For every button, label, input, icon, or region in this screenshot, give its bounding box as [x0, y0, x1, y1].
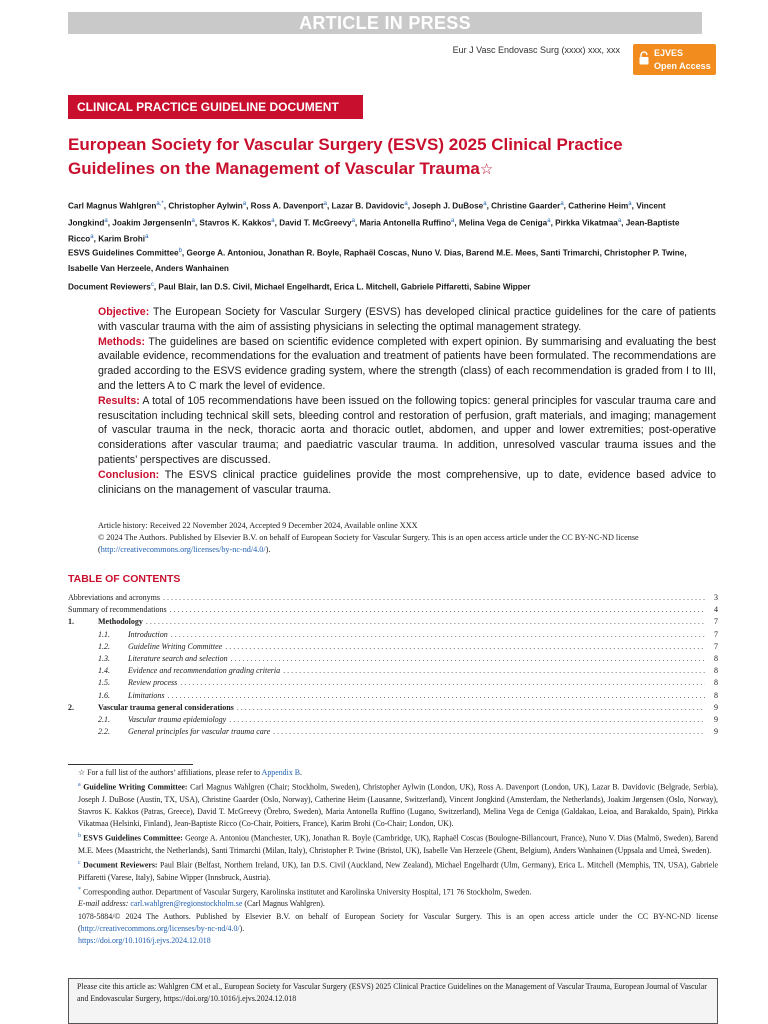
toc-page-number: 7: [714, 617, 718, 627]
title-text: European Society for Vascular Surgery (ESVS) 2025 Clinical Practice Guidelines on the Management of Vascular Trauma: [68, 135, 623, 178]
toc-page-number: 8: [714, 678, 718, 688]
toc-label: Vascular trauma epidemiology: [128, 714, 227, 724]
abstract-text: The European Society for Vascular Surgery (ESVS) has developed clinical practice guidelines for the care of patients with vascular trauma with the aim of assisting physicians in selecting the optimal management strategy.: [98, 306, 716, 333]
committee-sup[interactable]: b: [178, 248, 182, 254]
toc-leader-dots: [237, 702, 705, 714]
article-history: [98, 520, 716, 556]
toc-page-number: 9: [714, 727, 718, 737]
corr-sup: *: [78, 886, 81, 893]
footnote-text: Paul Blair (Belfast, Northern Ireland, UK), Ian D.S. Civil (Auckland, New Zealand), Michael Engelhardt (Ulm, Germany), Erica L. Mitchell (Memphis, TN, USA), Gabriele Piffaretti (Varese, Italy), Sabine Wipper (Innsbruck, Austria).: [78, 860, 718, 882]
footnote-label: Guideline Writing Committee:: [83, 782, 188, 792]
history-license: [98, 532, 716, 556]
toc-label: Introduction: [128, 629, 168, 639]
author-affiliation-sup[interactable]: a: [90, 234, 94, 241]
toc-label: Review process: [128, 678, 178, 688]
footnote-a-sup: a: [78, 782, 81, 789]
committee-label: ESVS Guidelines Committee: [68, 248, 179, 258]
footnote-star: [68, 767, 718, 779]
open-lock-icon: [639, 51, 649, 65]
toc-number: 1.3.: [98, 653, 110, 663]
toc-number: 1.4.: [98, 666, 110, 676]
article-title: [68, 133, 698, 182]
doi-link[interactable]: https://doi.org/10.1016/j.ejvs.2024.12.018: [78, 935, 211, 945]
footnote-b: [68, 830, 718, 857]
author-name: Vincent Jongkind: [68, 201, 666, 228]
author-name: Joakim Jørgensenln: [112, 218, 192, 228]
toc-number: 1.: [68, 617, 74, 627]
reviewers-sup[interactable]: c: [150, 282, 154, 288]
toc-leader-dots: [225, 641, 705, 653]
author-affiliation-sup[interactable]: a,*: [156, 201, 164, 207]
email-link[interactable]: carl.wahlgren@regionstockholm.se: [130, 899, 243, 909]
footnote-end: .: [300, 768, 302, 777]
toc-row[interactable]: [68, 641, 718, 653]
abstract-label: Methods:: [98, 335, 146, 348]
footnote-issn: [68, 911, 718, 935]
toc-page-number: 8: [714, 666, 718, 676]
author-affiliation-sup[interactable]: a: [404, 201, 408, 207]
toc-leader-dots: [170, 604, 705, 616]
toc-page-number: 9: [714, 714, 718, 724]
author-name: Catherine Heim: [568, 201, 629, 211]
license-link[interactable]: http://creativecommons.org/licenses/by-nc-nd/4.0/: [100, 545, 266, 554]
abstract-methods: [98, 335, 716, 394]
toc-label: Guideline Writing Committee: [128, 641, 223, 651]
author-affiliation-sup[interactable]: a: [351, 217, 355, 224]
document-type-label: CLINICAL PRACTICE GUIDELINE DOCUMENT: [68, 95, 363, 119]
abstract-conclusion: [98, 468, 716, 498]
author-affiliation-sup[interactable]: a: [145, 234, 149, 241]
author-name: Lazar B. Davidovic: [331, 201, 405, 211]
footnotes: [68, 767, 718, 947]
toc-row[interactable]: [68, 726, 718, 738]
author-affiliation-sup[interactable]: a: [483, 201, 487, 207]
toc-leader-dots: [273, 726, 705, 738]
title-footnote-star[interactable]: ☆: [479, 161, 494, 178]
document-reviewers: Document Reviewers$^c$, Paul Blair, Ian D.S. Civil, Michael Engelhardt, Erica L. Mitchell, Gabriele Piffaretti, Sabine Wipper: [68, 282, 531, 292]
footnote-c-sup: c: [78, 859, 81, 866]
author-list: Carl Magnus Wahlgren$^{a,*}$, Christopher Aylwin$^a$, Ross A. Davenport$^a$, Lazar B. Davidovic$^a$, Joseph J. DuBose$^a$, Christine Gaarder$^a$, Catherine Heim$^a$, Vincent Jongkind$^a$, Joakim Jørgensenln$^a$, Stavros K. Kakkos$^a$, David T. McGreevy$^a$, Maria Antonella Ruffino$^a$, Melina Vega de Ceniga$^a$, Pirkka Vikatmaa$^a$, Jean-Baptiste Ricco$^a$, Karim Brohi$^a$: [68, 201, 680, 245]
history-dates: Article history: Received 22 November 2024, Accepted 9 December 2024, Available online XXX: [98, 521, 418, 530]
toc-page-number: 8: [714, 653, 718, 663]
author-affiliation-sup[interactable]: a: [104, 217, 108, 224]
toc-leader-dots: [229, 714, 705, 726]
abstract-text: The ESVS clinical practice guidelines provide the most comprehensive, up to date, evidence based advice to clinicians on the management of vascular trauma.: [98, 468, 716, 496]
author-affiliation-sup[interactable]: a: [547, 217, 551, 224]
table-of-contents: [68, 592, 718, 738]
toc-row[interactable]: [68, 714, 718, 726]
toc-row[interactable]: [68, 604, 718, 616]
author-name: Karim Brohi: [98, 235, 146, 245]
author-affiliation-sup[interactable]: a: [617, 217, 622, 224]
author-name: Christopher Aylwin: [168, 201, 243, 211]
author-affiliation-sup[interactable]: a: [560, 201, 564, 207]
toc-page-number: 4: [714, 605, 718, 615]
open-access-badge[interactable]: [633, 44, 716, 75]
star-symbol: ☆: [78, 768, 86, 777]
footnote-label: Document Reviewers:: [83, 860, 158, 870]
footnote-b-sup: b: [78, 833, 81, 840]
license-end: ).: [265, 545, 271, 554]
abstract-results: [98, 394, 716, 468]
toc-leader-dots: [146, 616, 705, 628]
author-affiliation-sup[interactable]: a: [191, 217, 195, 224]
toc-number: 2.2.: [98, 727, 110, 737]
toc-leader-dots: [163, 592, 705, 604]
author-name: Joseph J. DuBose: [412, 201, 484, 211]
toc-label: Methodology: [98, 617, 143, 627]
toc-page-number: 9: [714, 702, 718, 712]
author-name: Pirkka Vikatmaa: [555, 218, 618, 228]
toc-row[interactable]: [68, 629, 718, 641]
abstract-text: The guidelines are based on scientific evidence completed with expert opinion. By summarising and evaluating the best available evidence, recommendations for the evaluation and treatment of patients have been formulated. The recommendations are graded according to the ESVS evidence grading system, where the strength (class) of each recommendation is graded from I to III, and the letters A to C mark the level of evidence.: [98, 335, 716, 392]
toc-label: Abbreviations and acronyms: [68, 593, 160, 602]
badge-journal: EJVES: [654, 48, 684, 58]
toc-heading: TABLE OF CONTENTS: [68, 573, 181, 585]
toc-label: Summary of recommendations: [68, 605, 167, 615]
footnote-email: [68, 898, 718, 910]
toc-leader-dots: [231, 653, 705, 665]
license-text: © 2024 The Authors. Published by Elsevier B.V. on behalf of European Society for Vascular Surgery. This is an open access article under the CC BY-NC-ND license (: [98, 533, 639, 554]
toc-number: 1.6.: [98, 690, 110, 700]
toc-page-number: 8: [714, 690, 718, 700]
author-name: Melina Vega de Ceniga: [458, 218, 548, 228]
toc-row[interactable]: [68, 616, 718, 628]
toc-leader-dots: [171, 629, 705, 641]
toc-leader-dots: [167, 690, 705, 702]
author-affiliation-sup[interactable]: a: [628, 201, 632, 207]
reviewers-members: Paul Blair, Ian D.S. Civil, Michael Engelhardt, Erica L. Mitchell, Gabriele Piffaretti, Sabine Wipper: [158, 282, 531, 292]
issn-license-link[interactable]: http://creativecommons.org/licenses/by-nc-nd/4.0/: [80, 923, 240, 933]
toc-page-number: 7: [714, 629, 718, 639]
toc-label: Literature search and selection: [128, 653, 228, 663]
footnote-c: [68, 857, 718, 884]
toc-row[interactable]: [68, 677, 718, 689]
reviewers-label: Document Reviewers: [68, 282, 151, 292]
toc-row[interactable]: [68, 702, 718, 714]
author-name: Jean-Baptiste Ricco: [68, 218, 680, 245]
issn-text: 1078-5884/© 2024 The Authors. Published by Elsevier B.V. on behalf of European Society for Vascular Surgery. This is an open access article under the CC BY-NC-ND license (: [78, 911, 718, 933]
committee-members: George A. Antoniou, Jonathan R. Boyle, Raphaël Coscas, Nuno V. Dias, Barend M.E. Mees, Santi Trimarchi, Christopher P. Twine, Isabelle Van Herzeele, Anders Wanhainen: [68, 248, 687, 273]
footnote-text: Corresponding author. Department of Vascular Surgery, Karolinska institutet and Karolinska University Hospital, 171 76 Stockholm, Sweden.: [82, 887, 532, 897]
abstract: [98, 305, 716, 497]
footnote-rule: [68, 764, 193, 765]
toc-page-number: 7: [714, 641, 718, 651]
toc-number: 1.1.: [98, 629, 110, 639]
toc-label: General principles for vascular trauma care: [128, 727, 271, 737]
footnote-text: Carl Magnus Wahlgren (Chair; Stockholm, Sweden), Christopher Aylwin (London, UK), Ross A. Davenport (London, UK), Lazar B. Davidovic (Belgrade, Serbia), Joseph J. DuBose (Austin, TX, USA), Christine Gaarder (Oslo, Norway), Catherine Heim (Lausanne, Switzerland), Vincent Jongkind (Amsterdam, the Netherlands), Joakim Jørgensen (Oslo, Norway), Stavros K. Kakkos (Patras, Greece), David T. McGreevy (Örebro, Sweden), Maria Antonella Ruffino (Lugano, Switzerland), Melina Vega de Ceniga (Galdakao, Leioa, and Barakaldo, Spain), Pirkka Vikatmaa (Helsinki, Finland), Jean-Baptiste Ricco (Co-Chair, Poitiers, France), Karim Brohi (Co-Chair; London, UK).: [78, 782, 718, 828]
issn-end: ).: [239, 923, 245, 933]
abstract-objective: [98, 305, 716, 335]
footnote-a: [68, 779, 718, 830]
author-name: Stavros K. Kakkos: [199, 218, 272, 228]
toc-leader-dots: [283, 665, 705, 677]
toc-number: 1.2.: [98, 641, 110, 651]
guidelines-committee: ESVS Guidelines Committee$^b$, George A. Antoniou, Jonathan R. Boyle, Raphaël Coscas, Nuno V. Dias, Barend M.E. Mees, Santi Trimarchi, Christopher P. Twine, Isabelle Van Herzeele, Anders Wanhainen: [68, 248, 687, 273]
author-name: Christine Gaarder: [491, 201, 561, 211]
author-affiliation-sup[interactable]: a: [323, 201, 327, 207]
toc-label: Evidence and recommendation grading criteria: [128, 666, 281, 676]
toc-row[interactable]: [68, 690, 718, 702]
toc-number: 1.5.: [98, 678, 110, 688]
footnote-doi: [68, 935, 718, 947]
article-in-press-banner: ARTICLE IN PRESS: [68, 12, 702, 34]
footnote-text: For a full list of the authors’ affiliations, please refer to: [87, 768, 262, 777]
author-affiliation-sup[interactable]: a: [271, 217, 275, 224]
toc-leader-dots: [180, 677, 705, 689]
footnote-text: George A. Antoniou (Manchester, UK), Jonathan R. Boyle (Cambridge, UK), Raphaël Coscas (Boulogne-Billancourt, France), Nuno V. Dias (Malmö, Sweden), Barend M.E. Mees (Maastricht, the Netherlands), Santi Trimarchi (Milan, Italy), Christopher P. Twine (Bristol, UK), Isabelle Van Herzeele (Ghent, Belgium), Anders Wanhainen (Uppsala and Umeå, Sweden).: [78, 833, 718, 855]
email-name: (Carl Magnus Wahlgren).: [244, 899, 325, 909]
author-affiliation-sup[interactable]: a: [242, 201, 247, 207]
email-label: E-mail address:: [78, 899, 129, 909]
author-name: Ross A. Davenport: [250, 201, 324, 211]
abstract-label: Conclusion:: [98, 468, 160, 481]
toc-row[interactable]: [68, 592, 718, 604]
abstract-label: Objective:: [98, 306, 150, 318]
author-name: Maria Antonella Ruffino: [359, 218, 452, 228]
toc-number: 2.1.: [98, 714, 110, 724]
badge-open-access: Open Access: [654, 61, 711, 71]
citation-box: Please cite this article as: Wahlgren CM et al., European Society for Vascular Surgery (ESVS) 2025 Clinical Practice Guidelines on the Management of Vascular Trauma, European Journal of Vascular and Endovascular Surgery, https://doi.org/10.1016/j.ejvs.2024.12.018: [68, 978, 718, 1024]
footnote-corresponding: [68, 884, 718, 899]
author-affiliation-sup[interactable]: a: [451, 217, 455, 224]
toc-number: 2.: [68, 702, 74, 712]
toc-label: Limitations: [128, 690, 165, 700]
footnote-label: ESVS Guidelines Committee:: [83, 833, 183, 843]
abstract-label: Results:: [98, 394, 140, 407]
journal-reference: Eur J Vasc Endovasc Surg (xxxx) xxx, xxx: [452, 45, 620, 55]
toc-row[interactable]: [68, 665, 718, 677]
author-name: Carl Magnus Wahlgren: [68, 201, 157, 211]
abstract-text: A total of 105 recommendations have been issued on the following topics: general principles for vascular trauma care and resuscitation including technical skill sets, bleeding control and restoration of perfusion, graft materials, and imaging; management of vascular trauma in the neck, thoracic aorta and thoracic outlet, abdomen, and upper and lower extremities; post-operative considerations after vascular trauma; and paediatric vascular trauma. In addition, unresolved vascular trauma issues and the patients’ perspectives are discussed.: [98, 394, 716, 466]
toc-label: Vascular trauma general considerations: [98, 702, 234, 712]
appendix-link[interactable]: Appendix B: [261, 768, 300, 777]
author-name: David T. McGreevy: [279, 218, 352, 228]
toc-row[interactable]: [68, 653, 718, 665]
toc-page-number: 3: [714, 593, 718, 602]
